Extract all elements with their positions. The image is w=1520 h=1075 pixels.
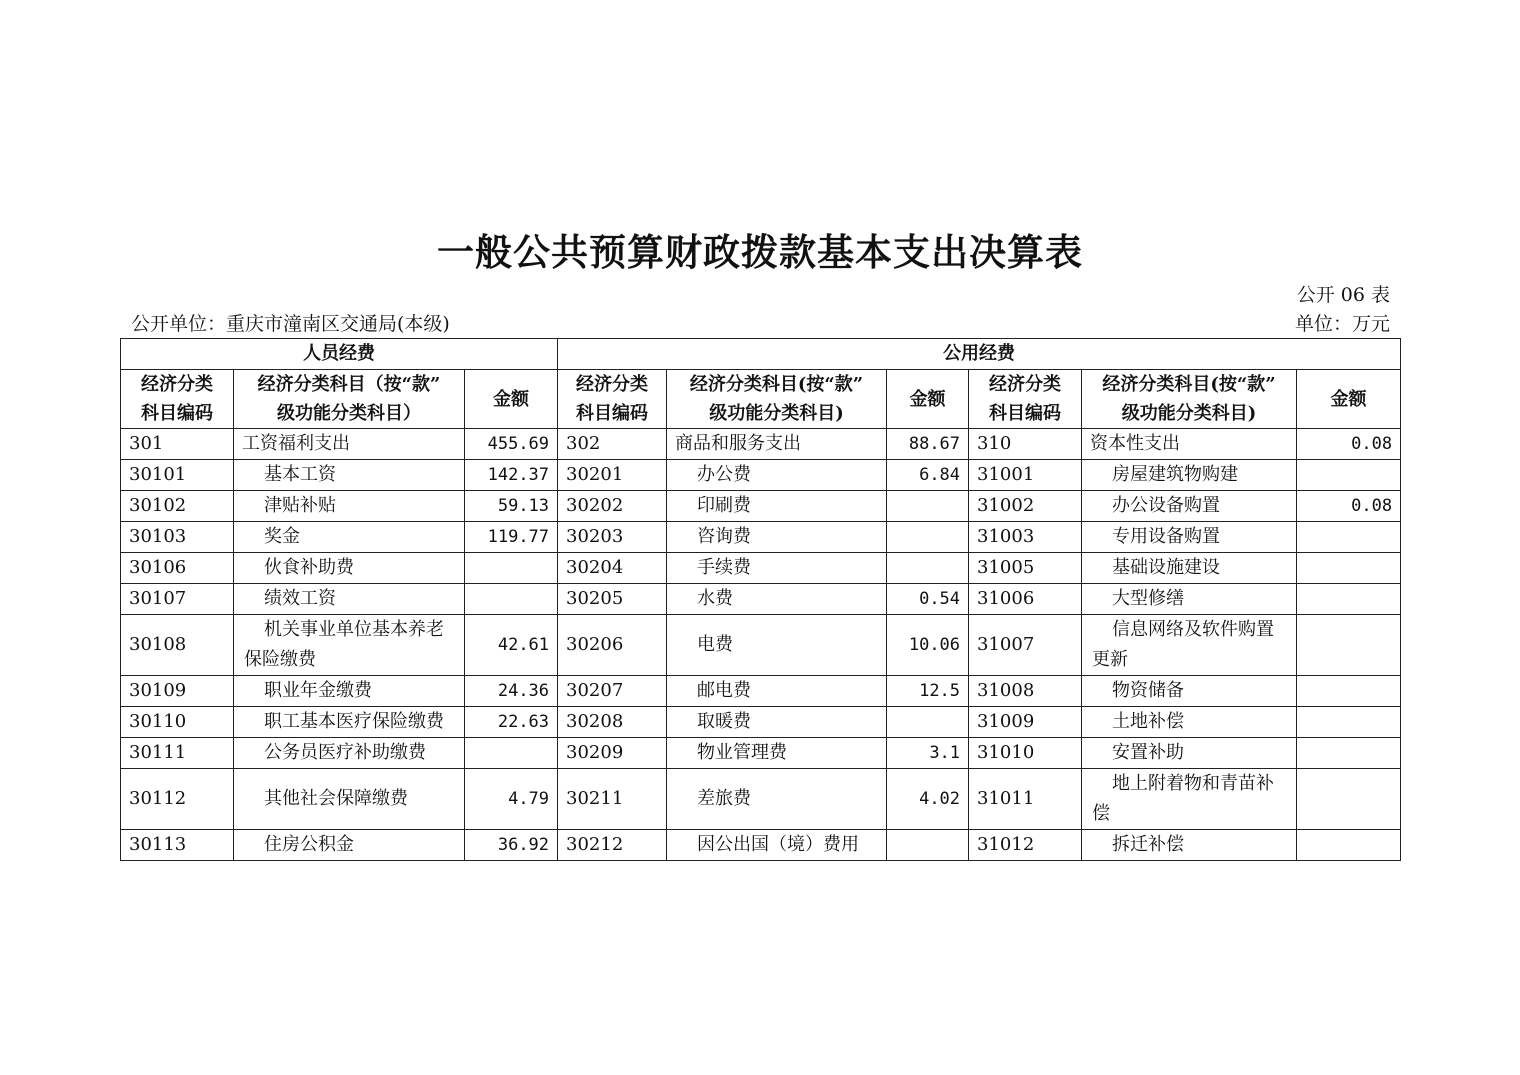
item-name-cell: 住房公积金 bbox=[234, 830, 465, 861]
item-name-cell: 印刷费 bbox=[667, 491, 887, 522]
code-cell: 31011 bbox=[969, 769, 1082, 830]
amount-cell: 88.67 bbox=[887, 429, 969, 460]
item-name-cell: 奖金 bbox=[234, 522, 465, 553]
code-cell: 31012 bbox=[969, 830, 1082, 861]
item-name-cell: 物资储备 bbox=[1082, 676, 1297, 707]
amount-cell: 0.08 bbox=[1297, 491, 1401, 522]
amount-cell bbox=[1297, 769, 1401, 830]
amount-cell bbox=[887, 830, 969, 861]
code-cell: 31002 bbox=[969, 491, 1082, 522]
table-row bbox=[121, 553, 1401, 584]
code-cell: 30205 bbox=[558, 584, 667, 615]
amount-cell bbox=[887, 522, 969, 553]
group-header-public: 公用经费 bbox=[558, 339, 1401, 370]
amount-cell bbox=[1297, 676, 1401, 707]
table-row bbox=[121, 830, 1401, 861]
item-name-cell: 地上附着物和青苗补偿 bbox=[1082, 769, 1297, 830]
amount-cell: 22.63 bbox=[465, 707, 558, 738]
unit-line bbox=[131, 309, 1390, 336]
code-cell: 30209 bbox=[558, 738, 667, 769]
amount-cell: 142.37 bbox=[465, 460, 558, 491]
table-row bbox=[121, 429, 1401, 460]
item-name-cell: 电费 bbox=[667, 615, 887, 676]
code-cell: 30201 bbox=[558, 460, 667, 491]
amount-cell: 36.92 bbox=[465, 830, 558, 861]
item-name-cell: 其他社会保障缴费 bbox=[234, 769, 465, 830]
code-cell: 30204 bbox=[558, 553, 667, 584]
reporting-unit: 公开单位：重庆市潼南区交通局(本级) bbox=[131, 313, 450, 335]
code-cell: 30111 bbox=[121, 738, 234, 769]
column-header-7: 经济分类 科目编码 bbox=[969, 370, 1082, 429]
item-name-cell: 工资福利支出 bbox=[234, 429, 465, 460]
code-cell: 30108 bbox=[121, 615, 234, 676]
amount-cell bbox=[887, 553, 969, 584]
item-name-cell: 基本工资 bbox=[234, 460, 465, 491]
item-name-cell: 商品和服务支出 bbox=[667, 429, 887, 460]
item-name-cell: 因公出国（境）费用 bbox=[667, 830, 887, 861]
amount-cell: 59.13 bbox=[465, 491, 558, 522]
amount-cell bbox=[1297, 738, 1401, 769]
amount-cell: 3.1 bbox=[887, 738, 969, 769]
code-cell: 30203 bbox=[558, 522, 667, 553]
item-name-cell: 拆迁补偿 bbox=[1082, 830, 1297, 861]
item-name-cell: 物业管理费 bbox=[667, 738, 887, 769]
table-row bbox=[121, 769, 1401, 830]
code-cell: 30106 bbox=[121, 553, 234, 584]
group-header-personnel: 人员经费 bbox=[121, 339, 558, 370]
amount-cell bbox=[887, 707, 969, 738]
item-name-cell: 办公设备购置 bbox=[1082, 491, 1297, 522]
item-name-cell: 公务员医疗补助缴费 bbox=[234, 738, 465, 769]
code-cell: 30102 bbox=[121, 491, 234, 522]
amount-cell: 12.5 bbox=[887, 676, 969, 707]
amount-cell bbox=[1297, 553, 1401, 584]
amount-cell: 24.36 bbox=[465, 676, 558, 707]
item-name-cell: 机关事业单位基本养老保险缴费 bbox=[234, 615, 465, 676]
amount-cell: 119.77 bbox=[465, 522, 558, 553]
code-cell: 31007 bbox=[969, 615, 1082, 676]
column-header-1: 经济分类 科目编码 bbox=[121, 370, 234, 429]
item-name-cell: 大型修缮 bbox=[1082, 584, 1297, 615]
code-cell: 30207 bbox=[558, 676, 667, 707]
table-row bbox=[121, 615, 1401, 676]
amount-cell bbox=[1297, 615, 1401, 676]
column-header-4: 经济分类 科目编码 bbox=[558, 370, 667, 429]
amount-cell: 4.79 bbox=[465, 769, 558, 830]
code-cell: 31001 bbox=[969, 460, 1082, 491]
item-name-cell: 房屋建筑物购建 bbox=[1082, 460, 1297, 491]
item-name-cell: 专用设备购置 bbox=[1082, 522, 1297, 553]
code-cell: 30107 bbox=[121, 584, 234, 615]
table-row bbox=[121, 584, 1401, 615]
code-cell: 30202 bbox=[558, 491, 667, 522]
code-cell: 31005 bbox=[969, 553, 1082, 584]
code-cell: 30113 bbox=[121, 830, 234, 861]
code-cell: 30112 bbox=[121, 769, 234, 830]
amount-cell bbox=[1297, 830, 1401, 861]
column-header-3: 金额 bbox=[465, 370, 558, 429]
item-name-cell: 资本性支出 bbox=[1082, 429, 1297, 460]
code-cell: 30211 bbox=[558, 769, 667, 830]
code-cell: 31010 bbox=[969, 738, 1082, 769]
column-header-8: 经济分类科目(按“款” 级功能分类科目) bbox=[1082, 370, 1297, 429]
column-header-5: 经济分类科目(按“款” 级功能分类科目) bbox=[667, 370, 887, 429]
code-cell: 30101 bbox=[121, 460, 234, 491]
item-name-cell: 差旅费 bbox=[667, 769, 887, 830]
column-header-2: 经济分类科目（按“款” 级功能分类科目） bbox=[234, 370, 465, 429]
table-row bbox=[121, 676, 1401, 707]
code-cell: 30208 bbox=[558, 707, 667, 738]
code-cell: 301 bbox=[121, 429, 234, 460]
item-name-cell: 津贴补贴 bbox=[234, 491, 465, 522]
amount-cell: 4.02 bbox=[887, 769, 969, 830]
amount-cell bbox=[1297, 460, 1401, 491]
item-name-cell: 土地补偿 bbox=[1082, 707, 1297, 738]
item-name-cell: 基础设施建设 bbox=[1082, 553, 1297, 584]
code-cell: 30110 bbox=[121, 707, 234, 738]
item-name-cell: 安置补助 bbox=[1082, 738, 1297, 769]
code-cell: 31006 bbox=[969, 584, 1082, 615]
code-cell: 31008 bbox=[969, 676, 1082, 707]
item-name-cell: 信息网络及软件购置更新 bbox=[1082, 615, 1297, 676]
code-cell: 31003 bbox=[969, 522, 1082, 553]
amount-cell: 0.54 bbox=[887, 584, 969, 615]
table-row bbox=[121, 522, 1401, 553]
column-header-9: 金额 bbox=[1297, 370, 1401, 429]
amount-cell: 0.08 bbox=[1297, 429, 1401, 460]
budget-table bbox=[120, 338, 1401, 861]
code-cell: 30212 bbox=[558, 830, 667, 861]
amount-cell: 6.84 bbox=[887, 460, 969, 491]
amount-cell: 10.06 bbox=[887, 615, 969, 676]
code-cell: 31009 bbox=[969, 707, 1082, 738]
code-cell: 30206 bbox=[558, 615, 667, 676]
item-name-cell: 伙食补助费 bbox=[234, 553, 465, 584]
item-name-cell: 咨询费 bbox=[667, 522, 887, 553]
page-title: 一般公共预算财政拨款基本支出决算表 bbox=[437, 230, 1083, 274]
column-header-6: 金额 bbox=[887, 370, 969, 429]
table-row bbox=[121, 460, 1401, 491]
code-cell: 302 bbox=[558, 429, 667, 460]
code-cell: 30109 bbox=[121, 676, 234, 707]
amount-cell bbox=[887, 491, 969, 522]
amount-cell bbox=[465, 553, 558, 584]
item-name-cell: 办公费 bbox=[667, 460, 887, 491]
form-number: 公开 06 表 bbox=[1296, 284, 1390, 306]
item-name-cell: 邮电费 bbox=[667, 676, 887, 707]
amount-cell bbox=[1297, 584, 1401, 615]
amount-cell bbox=[465, 738, 558, 769]
amount-cell: 42.61 bbox=[465, 615, 558, 676]
table-row bbox=[121, 707, 1401, 738]
item-name-cell: 职工基本医疗保险缴费 bbox=[234, 707, 465, 738]
amount-cell bbox=[1297, 707, 1401, 738]
table-row bbox=[121, 491, 1401, 522]
item-name-cell: 水费 bbox=[667, 584, 887, 615]
currency-unit: 单位：万元 bbox=[1294, 313, 1390, 335]
item-name-cell: 绩效工资 bbox=[234, 584, 465, 615]
amount-cell bbox=[1297, 522, 1401, 553]
code-cell: 30103 bbox=[121, 522, 234, 553]
item-name-cell: 取暖费 bbox=[667, 707, 887, 738]
item-name-cell: 职业年金缴费 bbox=[234, 676, 465, 707]
item-name-cell: 手续费 bbox=[667, 553, 887, 584]
amount-cell: 455.69 bbox=[465, 429, 558, 460]
code-cell: 310 bbox=[969, 429, 1082, 460]
amount-cell bbox=[465, 584, 558, 615]
table-row bbox=[121, 738, 1401, 769]
